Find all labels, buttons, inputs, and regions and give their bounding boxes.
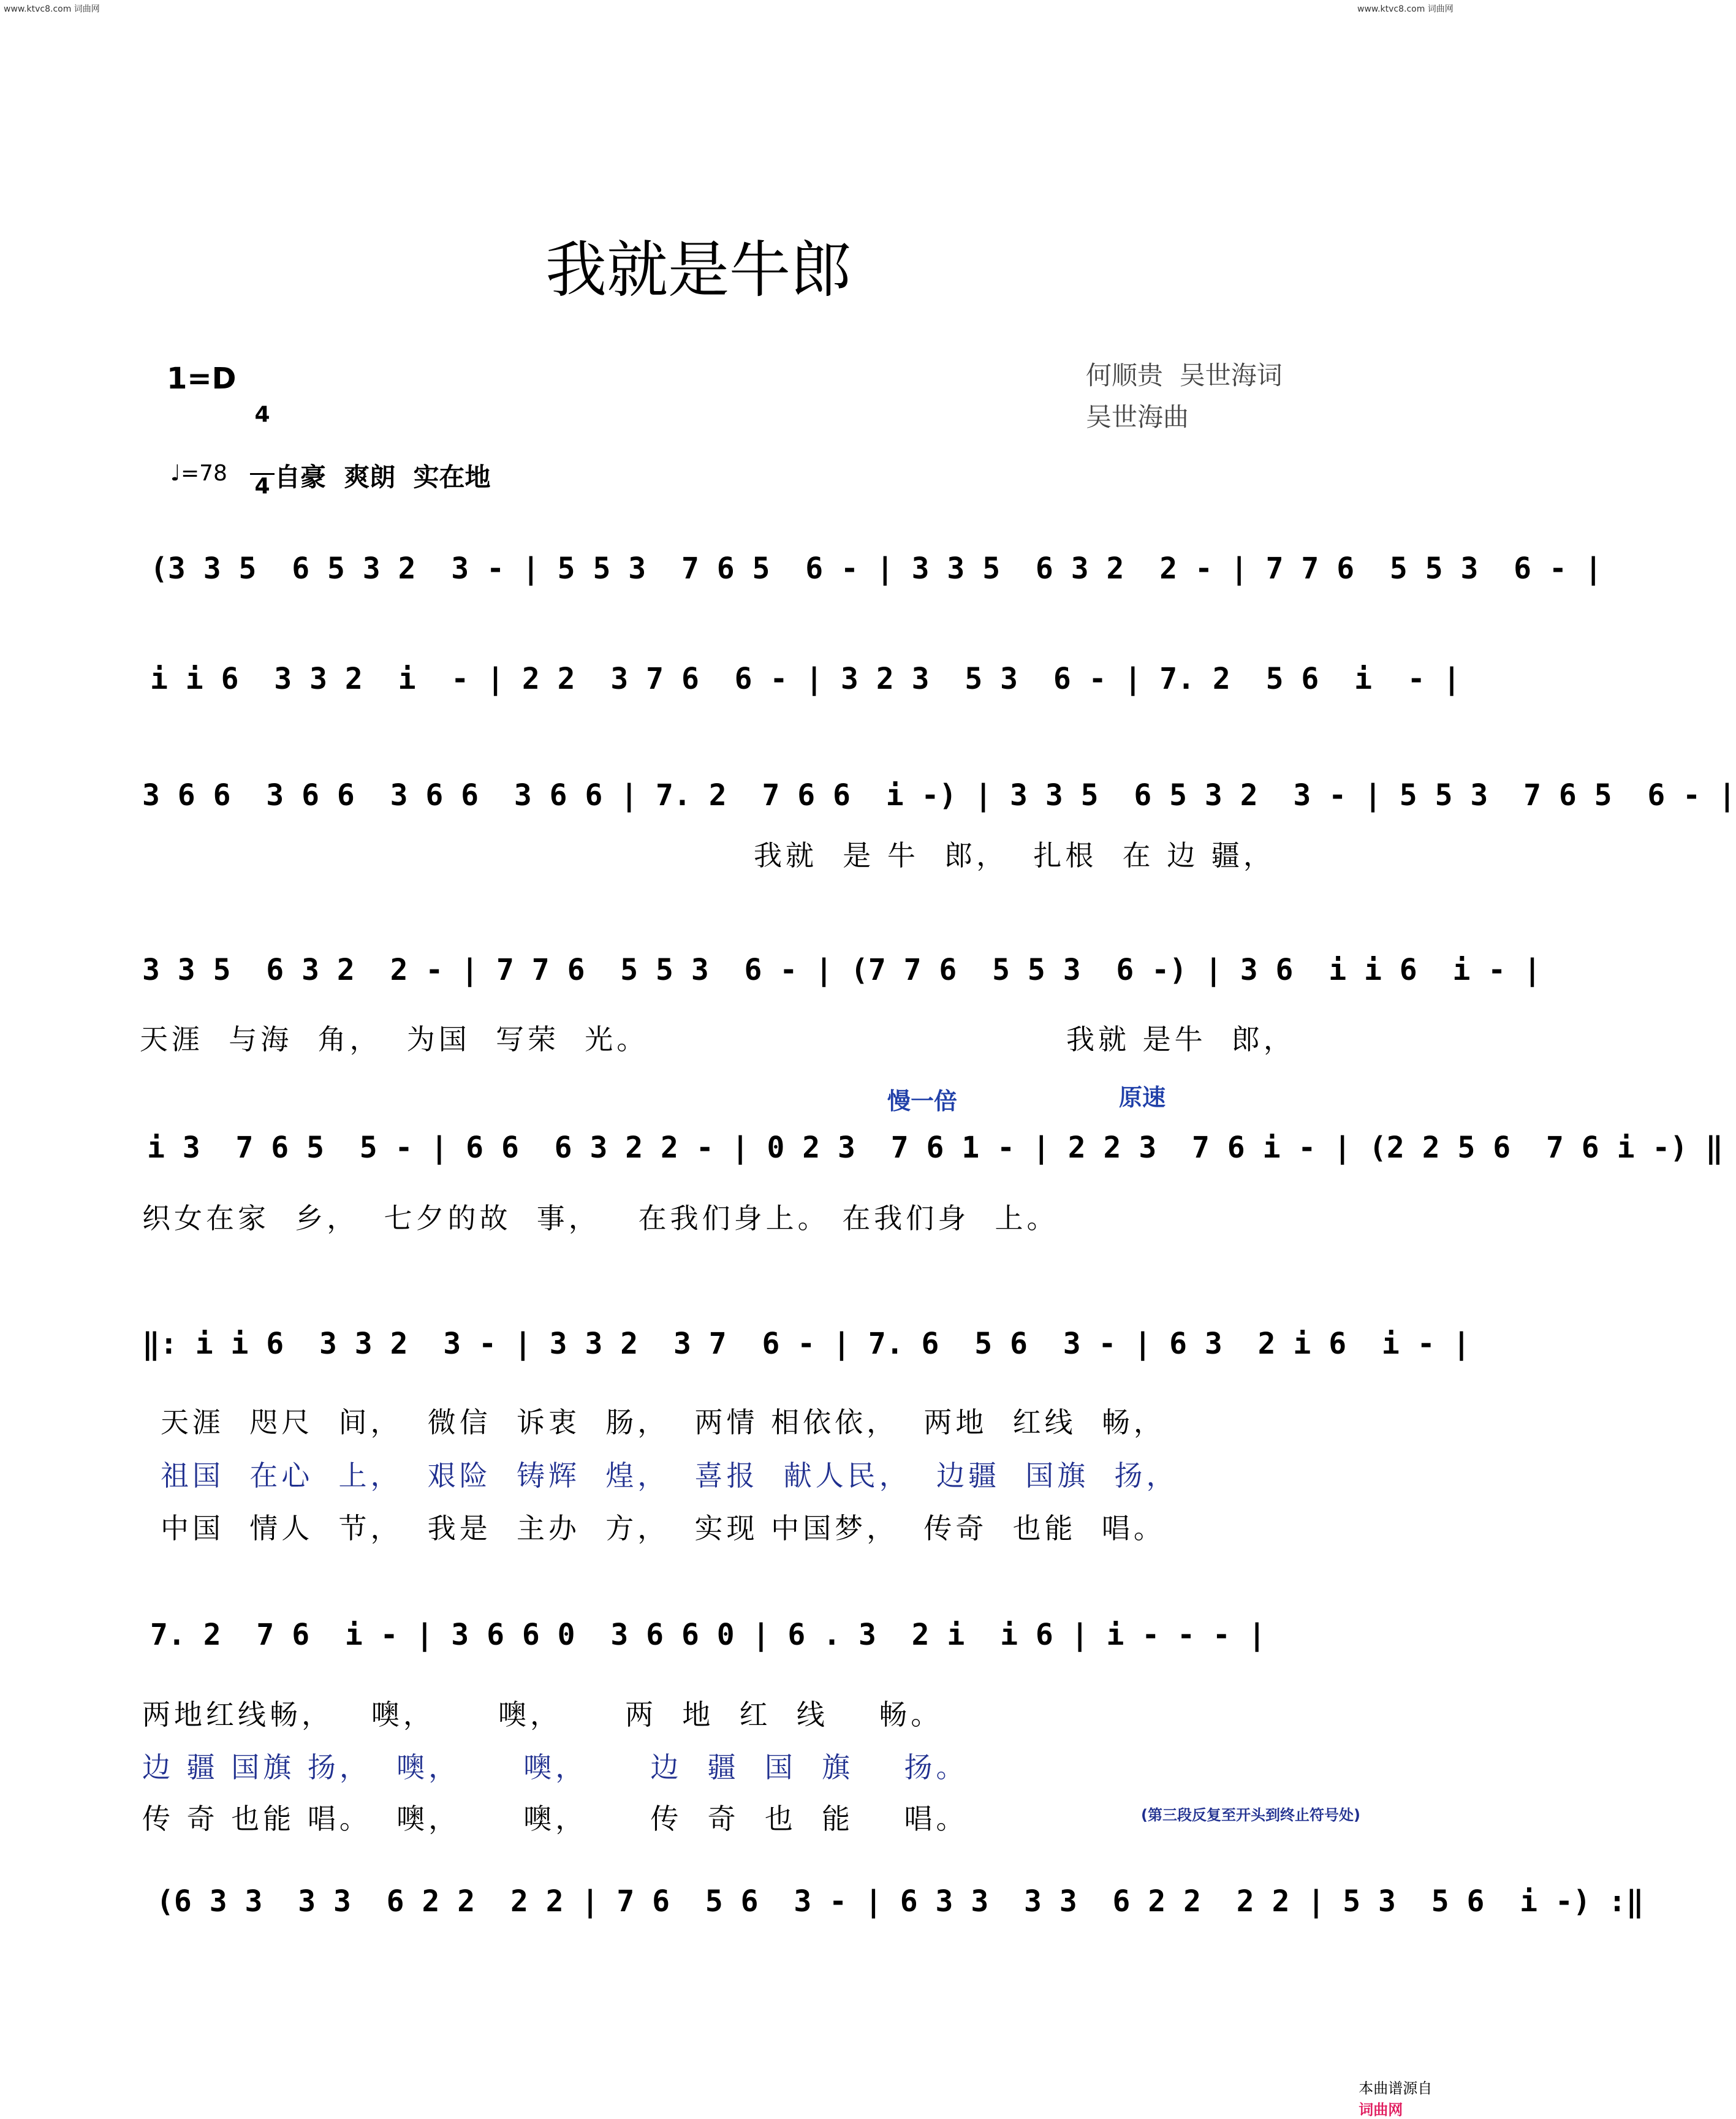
key-signature: 1=D bbox=[167, 362, 237, 396]
footer-source bbox=[1349, 2059, 1432, 2119]
expression-marking: 自豪 爽朗 实在地 bbox=[275, 462, 491, 492]
lyrics-system-3: 我就 是 牛 郎， 扎根 在 边 疆， bbox=[754, 839, 1275, 872]
composer-credit: 吴世海曲 bbox=[1086, 402, 1189, 432]
lyricist-credit: 何顺贵 吴世海词 bbox=[1086, 360, 1283, 390]
notes-system-1: (3 3 5 6 5 3 2 3 - | 5 5 3 7 6 5 6 - | 3 3 5 6 3 2 2 - | 7 7 6 5 5 3 6 - | bbox=[150, 552, 1602, 586]
notes-system-8: (6 3 3 3 3 6 2 2 2 2 | 7 6 5 6 3 - | 6 3 3 3 3 6 2 2 2 2 | 5 3 5 6 i -) :‖ bbox=[156, 1884, 1644, 1919]
lyrics-system-6-verse-3: 中国 情人 节， 我是 主办 方， 实现 中国梦， 传奇 也能 唱。 bbox=[161, 1512, 1166, 1545]
notes-system-4: 3 3 5 6 3 2 2 - | 7 7 6 5 5 3 6 - | (7 7 6 5 5 3 6 -) | 3 6 i i 6 i - | bbox=[142, 953, 1541, 987]
lyrics-system-6-verse-1: 天涯 咫尺 间， 微信 诉衷 肠， 两情 相依依， 两地 红线 畅， bbox=[161, 1406, 1166, 1439]
original-tempo-mark: 原速 bbox=[1119, 1084, 1166, 1111]
notes-system-5: i 3 7 6 5 5 - | 6 6 6 3 2 2 - | 0 2 3 7 6 1 - | 2 2 3 7 6 i - | (2 2 5 6 7 6 i -) ‖ bbox=[147, 1131, 1723, 1165]
tempo-marking: ♩=78 bbox=[170, 461, 227, 486]
lyrics-system-5: 织女在家 乡， 七夕的故 事， 在我们身上。 在我们身 上。 bbox=[142, 1202, 1059, 1235]
lyrics-system-7-verse-1: 两地红线畅， 噢， 噢， 两 地 红 线 畅。 bbox=[142, 1698, 943, 1731]
footer-brand: 词曲网 bbox=[1359, 2101, 1403, 2118]
watermark-top-left: www.ktvc8.com 词曲网 bbox=[4, 4, 100, 14]
notes-system-2: i i 6 3 3 2 i - | 2 2 3 7 6 6 - | 3 2 3 5 3 6 - | 7. 2 5 6 i - | bbox=[150, 662, 1461, 696]
lyrics-system-6-verse-2: 祖国 在心 上， 艰险 铸辉 煌， 喜报 献人民， 边疆 国旗 扬， bbox=[161, 1459, 1178, 1492]
lyrics-system-4-left: 天涯 与海 角， 为国 写荣 光。 bbox=[140, 1023, 649, 1056]
lyrics-system-7-verse-3: 传 奇 也能 唱。 噢， 噢， 传 奇 也 能 唱。 bbox=[142, 1802, 968, 1835]
lyrics-system-7-verse-2: 边 疆 国旗 扬， 噢， 噢， 边 疆 国 旗 扬。 bbox=[142, 1751, 968, 1784]
notes-system-7: 7. 2 7 6 i - | 3 6 6 0 3 6 6 0 | 6 . 3 2 i i 6 | i - - - | bbox=[150, 1618, 1266, 1652]
time-signature-top: 4 bbox=[254, 402, 270, 427]
time-signature-bottom: 4 bbox=[250, 473, 275, 498]
slow-tempo-mark: 慢一倍 bbox=[887, 1088, 958, 1115]
lyrics-system-4-right: 我就 是牛 郎， bbox=[1066, 1023, 1295, 1056]
notes-system-6: ‖: i i 6 3 3 2 3 - | 3 3 2 3 7 6 - | 7. 6 5 6 3 - | 6 3 2 i 6 i - | bbox=[142, 1327, 1471, 1361]
song-title: 我就是牛郎 bbox=[545, 234, 852, 306]
watermark-top-right: www.ktvc8.com 词曲网 bbox=[1357, 4, 1454, 14]
repeat-instruction: (第三段反复至开头到终止符号处) bbox=[1141, 1806, 1360, 1824]
notes-system-3: 3 6 6 3 6 6 3 6 6 3 6 6 | 7. 2 7 6 6 i -) | 3 3 5 6 5 3 2 3 - | 5 5 3 7 6 5 6 - | bbox=[142, 778, 1736, 813]
footer-source-text: 本曲谱源自 bbox=[1359, 2080, 1433, 2097]
time-signature bbox=[250, 357, 275, 521]
